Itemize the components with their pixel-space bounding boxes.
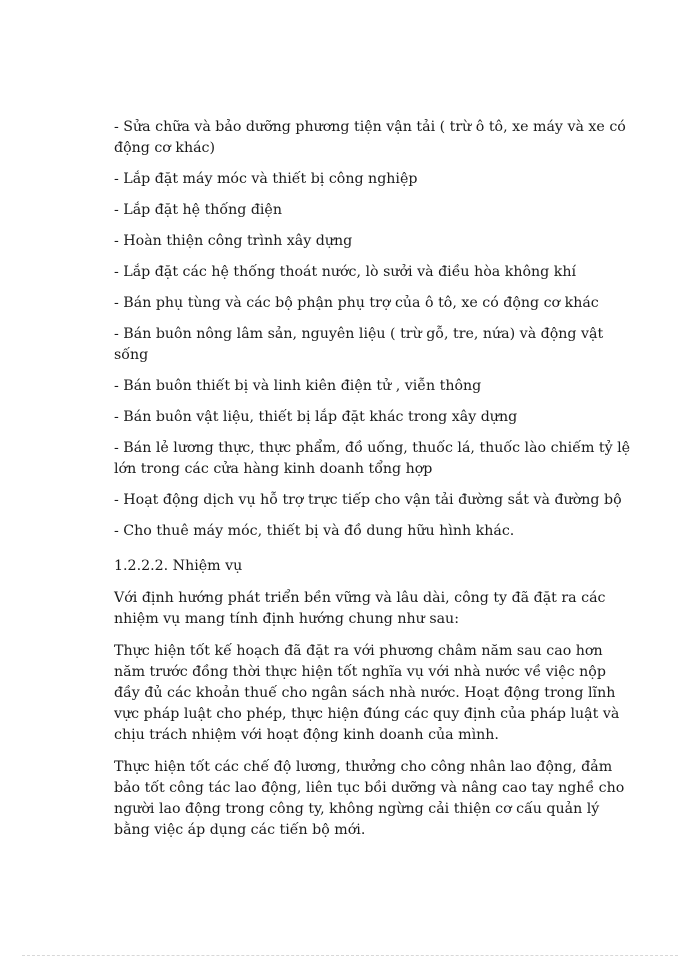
list-item-food-retail: - Bán lẻ lương thực, thực phẩm, đồ uống, thuốc lá, thuốc lào chiếm tỷ lệ lớn trong các cửa hàng kinh doanh tổng hợp: [114, 440, 631, 477]
list-item-electrical-install: - Lắp đặt hệ thống điện: [114, 202, 282, 218]
section-heading: 1.2.2.2. Nhiệm vụ: [114, 558, 243, 574]
page-bottom-divider: [22, 955, 678, 956]
list-item-agri-wholesale: - Bán buôn nông lâm sản, nguyên liệu ( trừ gỗ, tre, nứa) và động vật sống: [114, 326, 604, 363]
list-item-repair: - Sửa chữa và bảo dưỡng phương tiện vận tải ( trừ ô tô, xe máy và xe có động cơ khác): [114, 119, 626, 156]
document-page: [114, 117, 634, 852]
list-item-transport-support: - Hoạt động dịch vụ hỗ trợ trực tiếp cho vận tải đường sắt và đường bộ: [114, 492, 622, 508]
list-item-materials-wholesale: - Bán buôn vật liệu, thiết bị lắp đặt khác trong xây dựng: [114, 409, 518, 425]
list-item-auto-parts: - Bán phụ tùng và các bộ phận phụ trợ của ô tô, xe có động cơ khác: [114, 295, 599, 311]
list-item-electronics-wholesale: - Bán buôn thiết bị và linh kiên điện tử , viễn thông: [114, 378, 482, 394]
list-item-plumbing-hvac: - Lắp đặt các hệ thống thoát nước, lò sưởi và điều hòa không khí: [114, 264, 577, 280]
list-item-construction-finish: - Hoàn thiện công trình xây dựng: [114, 233, 353, 249]
list-item-machinery-install: - Lắp đặt máy móc và thiết bị công nghiệp: [114, 171, 418, 187]
paragraph-plan: Thực hiện tốt kế hoạch đã đặt ra với phương châm năm sau cao hơn năm trước đồng thời thực hiện tốt nghĩa vụ với nhà nước về việc nộp đầy đủ các khoản thuế cho ngân sách nhà nước. Hoạt động trong lĩnh vực pháp luật cho phép, thực hiện đúng các quy định của pháp luật và chịu trách nhiệm với hoạt động kinh doanh của mình.: [114, 643, 620, 743]
paragraph-labor: Thực hiện tốt các chế độ lương, thưởng cho công nhân lao động, đảm bảo tốt công tác lao động, liên tục bồi dưỡng và nâng cao tay nghề cho người lao động trong công ty, không ngừng cải thiện cơ cấu quản lý bằng việc áp dụng các tiến bộ mới.: [114, 759, 625, 838]
paragraph-intro: Với định hướng phát triển bền vững và lâu dài, công ty đã đặt ra các nhiệm vụ mang tính định hướng chung như sau:: [114, 590, 606, 627]
list-item-equipment-rental: - Cho thuê máy móc, thiết bị và đồ dung hữu hình khác.: [114, 523, 515, 539]
